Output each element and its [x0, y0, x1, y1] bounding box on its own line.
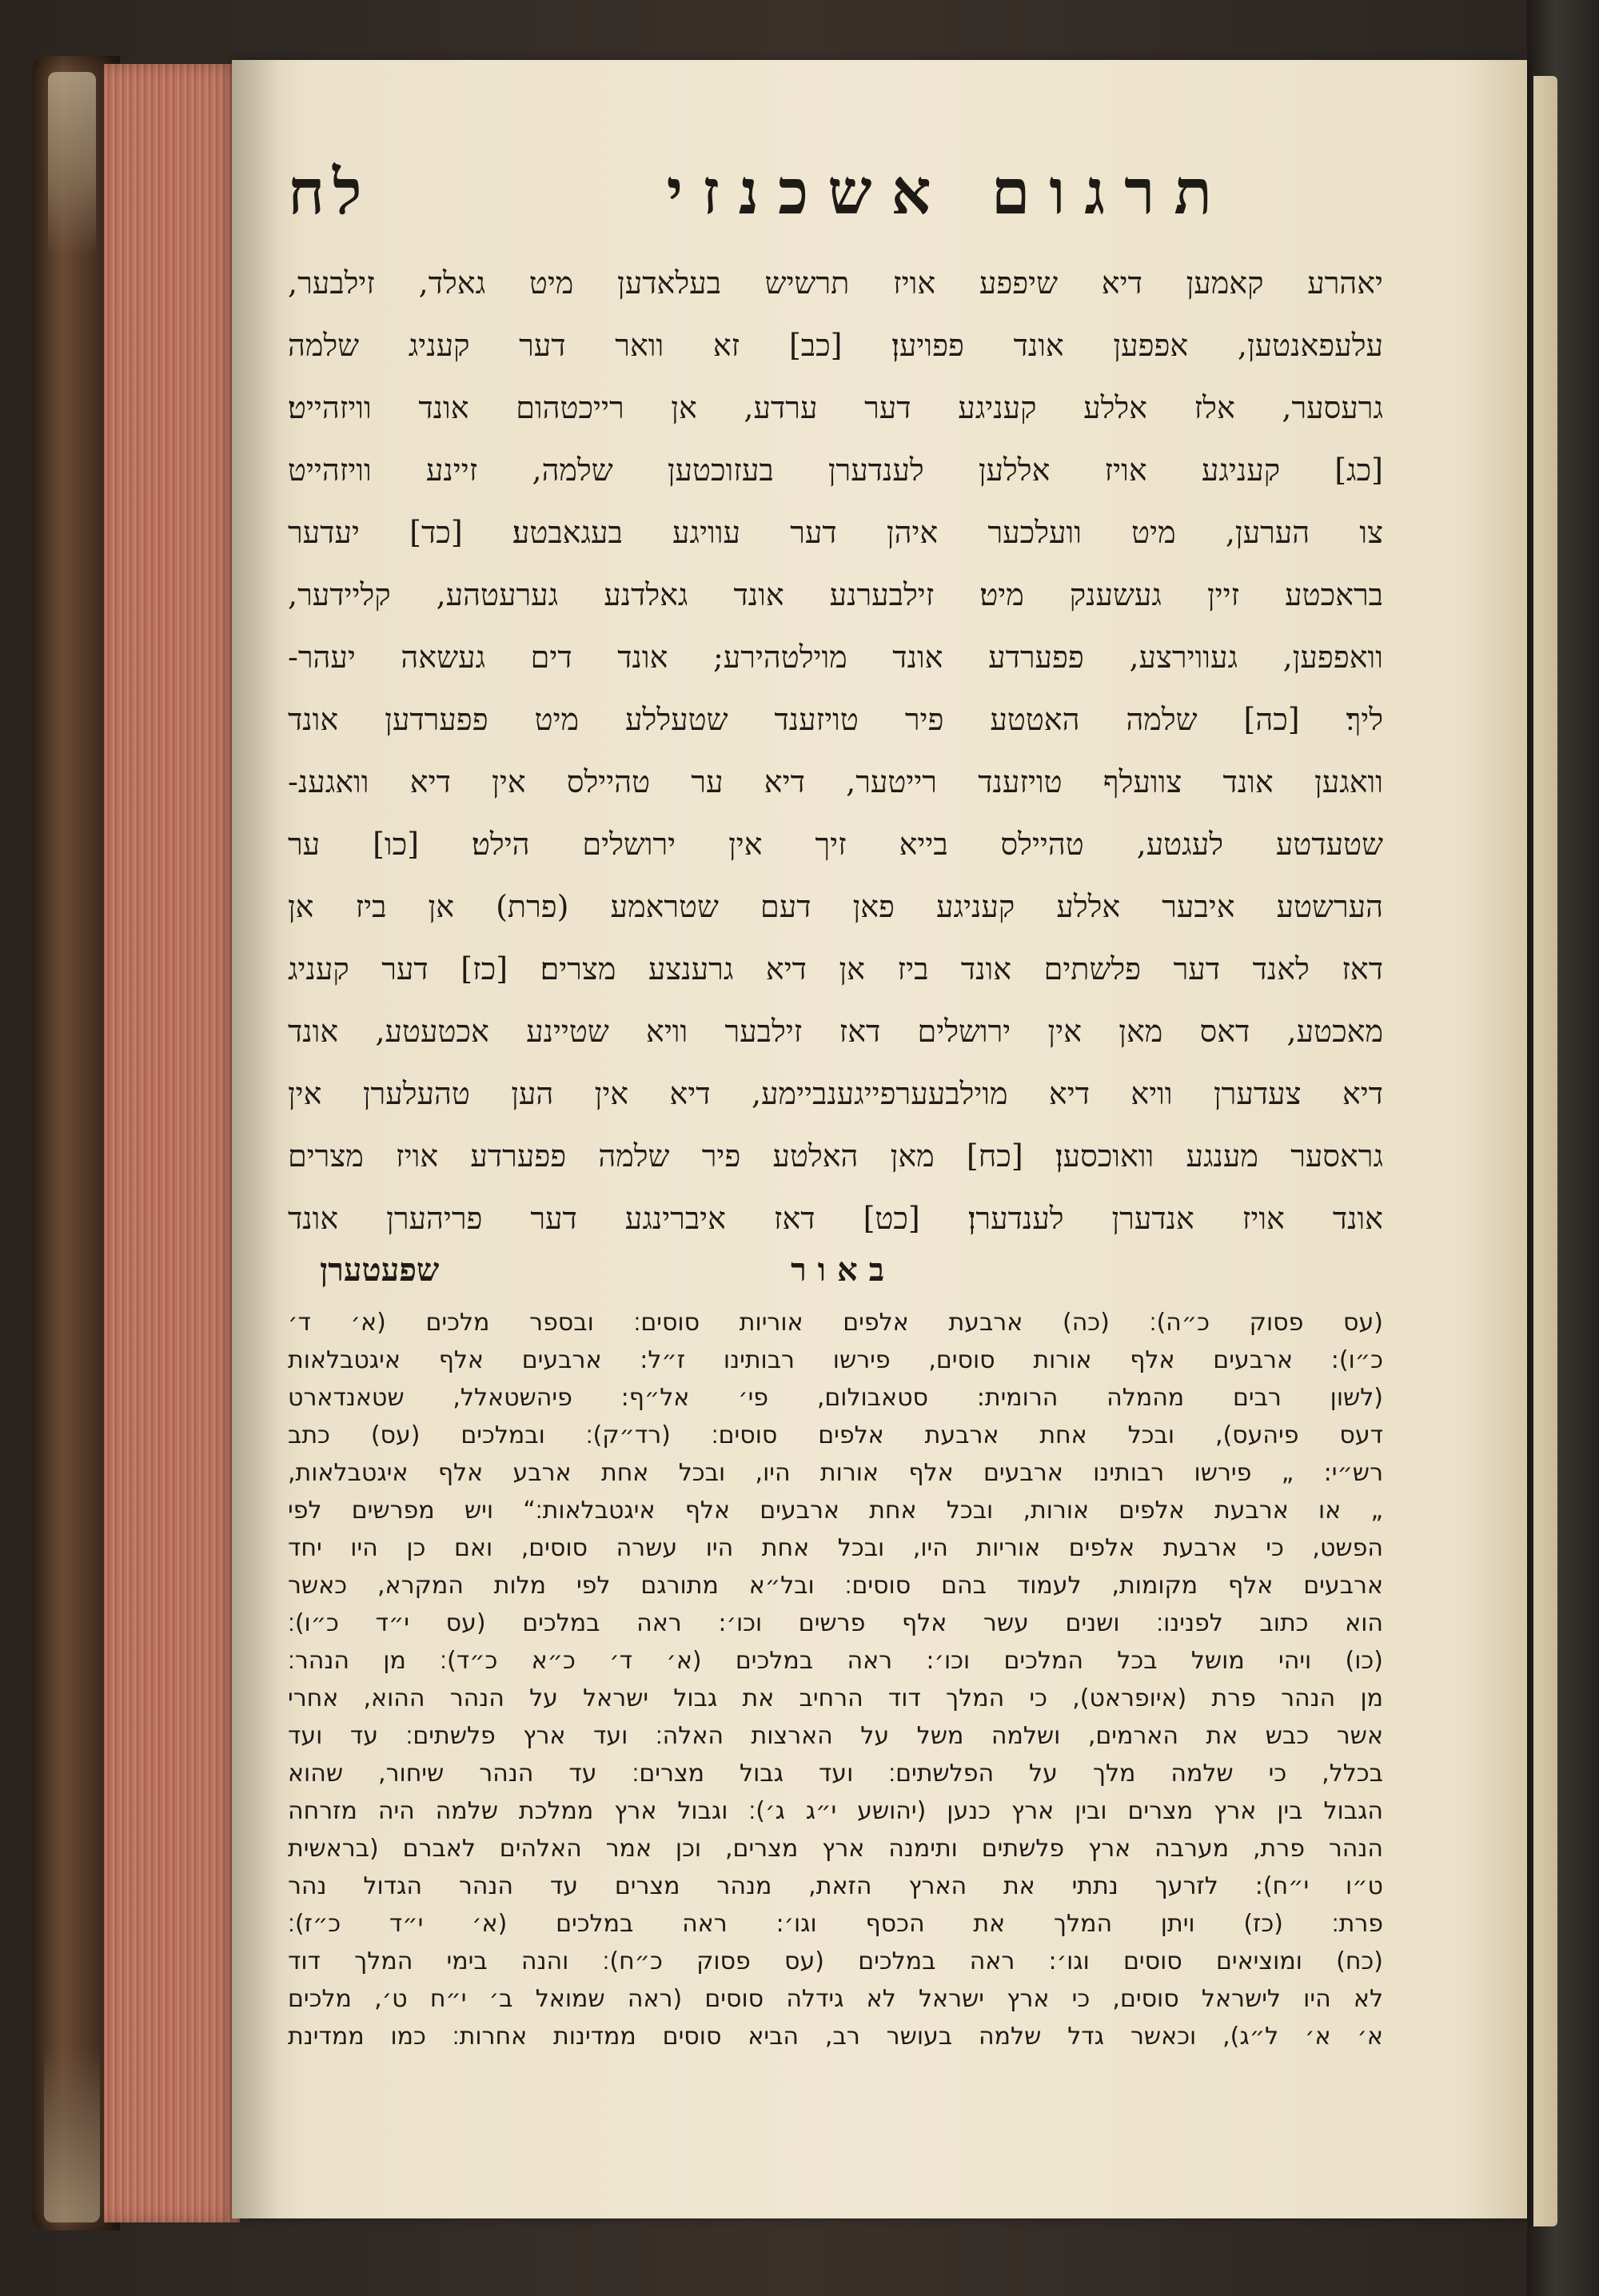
text-line: שטעדטע לעגטע, טהיילס בייא זיך אין ירושלים הילט׃ [כו] ער — [288, 827, 1383, 862]
book-page — [232, 60, 1527, 2218]
commentary-line: „ או ארבעת אלפים אורות, ובכל אחת ארבעים אלף איגטבלאות׃“ ויש מפרשים לפי — [288, 1497, 1383, 1525]
running-head — [288, 156, 1383, 244]
text-line: בראכטע זיין געשענק מיט׃ זילבערנע אונד גאלדנע גערעטהע, קליידער, — [288, 577, 1383, 612]
commentary-line: (לשון רבים מהמלה הרומית: סטאבולום, פי׳ אל״ף: פיהשטאלל, שטאנדארט — [288, 1384, 1383, 1412]
text-line: ליך׃ [כה] שלמה האטטע פיר טויזענד שטעללע מיט פפערדען אונד — [288, 702, 1383, 737]
commentary-line: דעס פיהעס), ובכל אחת ארבעת אלפים סוסים׃ (רד״ק)׃ ובמלכים (עס) כתב — [288, 1421, 1383, 1449]
commentary-line: רש״י: „ פירשו רבותינו ארבעים אלף אורות היו, ובכל אחת ארבע אלף איגטבלאות, — [288, 1459, 1383, 1487]
commentary-line: הגבול בין ארץ מצרים ובין ארץ כנען (יהושע י״ג ג׳)׃ וגבול ארץ ממלכת שלמה היה מזרחה — [288, 1797, 1383, 1825]
text-line: דאז לאנד דער פלשתים אונד ביז אן דיא גרענצע מצרים׃ [כז] דער קעניג — [288, 951, 1383, 987]
text-line: מאכטע, דאס מאן אין ירושלים דאז זילבער וויא שטיינע אכטעטע, אונד — [288, 1014, 1383, 1049]
running-title: תרגום אשכנזי — [666, 156, 1231, 229]
translation-text — [288, 252, 1383, 1250]
text-line: אונד אויז אנדערן לענדערן׃ [כט] דאז איברינגע דער פריהערן אונד — [288, 1201, 1383, 1236]
commentary-line: ט״ו י״ח): לזרעך נתתי את הארץ הזאת, מנהר מצרים עד הנהר הגדול נהר — [288, 1872, 1383, 1900]
page-text-block — [288, 156, 1383, 2055]
commentary-line: הפשט, כי ארבעת אלפים אוריות היו, ובכל אחת היו עשרה סוסים, ואם כן היו יחד — [288, 1534, 1383, 1562]
commentary-line: (כח) ומוציאים סוסים וגו׳: ראה במלכים (עס פסוק כ״ח)׃ והנה בימי המלך דוד — [288, 1947, 1383, 1975]
folio-number: לח — [288, 156, 370, 229]
commentary-text — [288, 1304, 1383, 2055]
text-line: גרעסער, אלז אללע קעניגע דער ערדע, אן רייכטהום אונד וויזהייט׃ — [288, 390, 1383, 425]
commentary-line: מן הנהר פרת (איופראט), כי המלך דוד הרחיב את גבול ישראל על הנהר ההוא, אחרי — [288, 1684, 1383, 1712]
catchword: שפעטערן — [320, 1251, 440, 1289]
commentary-line: (כו) ויהי מושל בכל המלכים וכו׳: ראה במלכים (א׳ ד׳ כ״א כ״ד)׃ מן הנהר׃ — [288, 1647, 1383, 1675]
commentary-line: (עס פסוק כ״ה)׃ (כה) ארבעת אלפים אוריות סוסים׃ ובספר מלכים (א׳ ד׳ — [288, 1309, 1383, 1337]
commentary-heading: באור — [791, 1251, 895, 1289]
text-line: וואגען אונד צוועלף טויזענד רייטער, דיא ער טהיילס אין דיא וואגענ- — [288, 764, 1383, 799]
commentary-line: א׳ א׳ ל״ג), וכאשר גדל שלמה בעושר רב, הביא סוסים ממדינות אחרות׃ כמו ממדינת — [288, 2023, 1383, 2051]
commentary-line: לא היו לישראל סוסים, כי ארץ ישראל לא גידלה סוסים (ראה שמואל ב׳ י״ח ט׳, מלכים — [288, 1985, 1383, 2013]
text-line: הערשטע איבער אללע קעניגע פאן דעם שטראמע (פרת) אן ביז אן — [288, 889, 1383, 924]
commentary-line: פרת׃ (כז) ויתן המלך את הכסף וגו׳: ראה במלכים (א׳ י״ד כ״ז)׃ — [288, 1910, 1383, 1938]
commentary-line: ארבעים אלף מקומות, לעמוד בהם סוסים׃ ובל״א מתורגם לפי מלות המקרא, כאשר — [288, 1572, 1383, 1600]
text-line: וואפפען, געווירצע, פפערדע אונד מוילטהירע; אונד דים געשאה יעהר- — [288, 640, 1383, 675]
text-line: גראסער מענגע וואוכסען׃ [כח] מאן האלטע פיר שלמה פפערדע אויז מצרים — [288, 1138, 1383, 1174]
commentary-line: הוא כתוב לפנינו׃ ושנים עשר אלף פרשים וכו׳: ראה במלכים (עס י״ד כ״ו)׃ — [288, 1609, 1383, 1637]
text-line: דיא צעדערן וויא דיא מוילבעערפייגענביימע, דיא אין הען טהעלערן אין — [288, 1076, 1383, 1111]
text-line: עלעפאנטען, אפפען אונד פפויען׃ [כב] זא וואר דער קעניג שלמה — [288, 328, 1383, 363]
commentary-line: בכלל, כי שלמה מלך על הפלשתים׃ ועד גבול מצרים׃ עד הנהר שיחור, שהוא — [288, 1760, 1383, 1788]
text-line: [כג] קעניגע אויז אללען לענדערן בעזוכטען שלמה, זיינע וויזהייט — [288, 452, 1383, 488]
binding-wear-top — [48, 72, 96, 256]
facing-page-edge — [1533, 76, 1557, 2226]
text-line: צו הערען, מיט וועלכער איהן דער עוויגע בעגאבטע׃ [כד] יעדער — [288, 515, 1383, 550]
commentary-line: אשר כבש את הארמים, ושלמה משל על הארצות האלה׃ ועד ארץ פלשתים׃ עד ועד — [288, 1722, 1383, 1750]
text-line: יאהרע קאמען דיא שיפפע אויז תרשיש בעלאדען מיט גאלד, זילבער, — [288, 265, 1383, 301]
commentary-line: כ״ו): ארבעים אלף אורות סוסים, פירשו רבותינו ז״ל: ארבעים אלף איגטבלאות — [288, 1346, 1383, 1374]
commentary-heading-bar — [288, 1251, 1383, 1299]
binding-wear-bottom — [44, 2047, 100, 2222]
commentary-line: הנהר פרת, מערבה ארץ פלשתים ותימנה ארץ מצרים, וכן אמר האלהים לאברם (בראשית — [288, 1835, 1383, 1863]
page-edges — [104, 64, 240, 2222]
